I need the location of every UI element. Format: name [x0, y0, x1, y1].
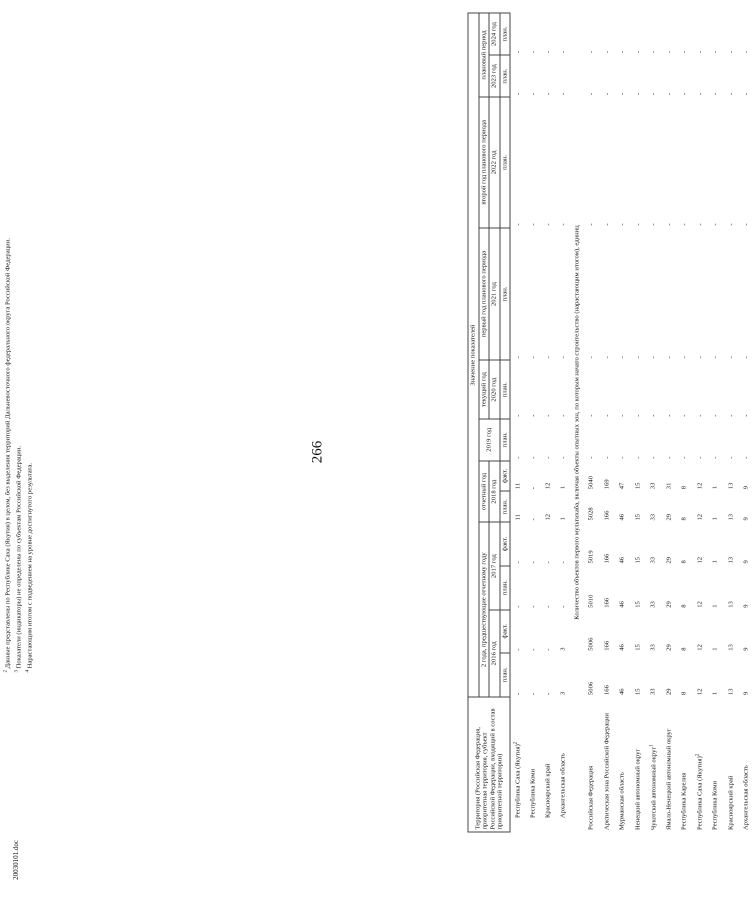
- footnote-marker: 1: [649, 744, 654, 747]
- year-2023-header: 2023 год: [489, 55, 500, 97]
- value-cell: 13: [723, 566, 739, 610]
- value-cell: -: [599, 361, 615, 419]
- value-cell: -: [646, 97, 662, 227]
- value-cell: -: [692, 228, 708, 361]
- region-name: Ямало-Ненецкий автономный округ: [661, 697, 677, 832]
- footnote: [25, 73, 36, 673]
- value-cell: -: [677, 55, 693, 97]
- plan-label: план.: [500, 97, 511, 227]
- region-name: Республика Саха (Якутия)$^2$: [510, 697, 526, 832]
- value-cell: 3: [556, 610, 571, 653]
- plan-label: план.: [500, 653, 511, 697]
- value-cell: 5040: [584, 461, 600, 491]
- value-cell: 33: [646, 522, 662, 565]
- value-cell: 3: [556, 653, 571, 697]
- value-cell: -: [526, 491, 541, 522]
- value-cell: -: [541, 361, 556, 419]
- value-cell: 5028: [584, 491, 600, 522]
- value-cell: -: [630, 419, 646, 461]
- value-cell: 12: [692, 566, 708, 610]
- value-cell: -: [541, 97, 556, 227]
- value-cell: -: [630, 228, 646, 361]
- region-name: Республика Карелия: [677, 697, 693, 832]
- value-cell: 166: [599, 566, 615, 610]
- value-cell: -: [630, 13, 646, 55]
- plan-label: план.: [500, 491, 511, 522]
- table-row: [692, 13, 708, 832]
- value-cell: 12: [692, 653, 708, 697]
- region-name: Красноярский край: [541, 697, 556, 832]
- value-cell: -: [541, 55, 556, 97]
- value-cell: -: [723, 228, 739, 361]
- value-cell: -: [526, 419, 541, 461]
- value-cell: 8: [677, 566, 693, 610]
- footnotes: [0, 73, 36, 673]
- table-row: [510, 13, 526, 832]
- plan-period-header: плановый период: [479, 13, 490, 97]
- footnote-number: 4: [26, 670, 31, 673]
- value-cell: -: [556, 419, 571, 461]
- value-cell: -: [556, 361, 571, 419]
- indicator-value-header: Значение показателей: [468, 13, 479, 697]
- plan-label: план.: [500, 55, 511, 97]
- value-cell: 29: [661, 610, 677, 653]
- value-cell: -: [541, 419, 556, 461]
- value-cell: -: [723, 55, 739, 97]
- value-cell: -: [661, 419, 677, 461]
- value-cell: -: [556, 228, 571, 361]
- table-row: [723, 13, 739, 832]
- value-cell: 29: [661, 653, 677, 697]
- value-cell: -: [708, 419, 724, 461]
- value-cell: 9: [739, 522, 754, 565]
- value-cell: 47: [615, 461, 631, 491]
- value-cell: -: [708, 55, 724, 97]
- value-cell: 33: [646, 491, 662, 522]
- value-cell: -: [677, 361, 693, 419]
- value-cell: -: [599, 97, 615, 227]
- value-cell: -: [708, 228, 724, 361]
- page-number: 266: [310, 441, 327, 464]
- table-row: [526, 13, 541, 832]
- value-cell: -: [615, 97, 631, 227]
- region-name: Мурманская область: [615, 697, 631, 832]
- value-cell: 5006: [584, 653, 600, 697]
- value-cell: -: [510, 97, 526, 227]
- value-cell: 1: [708, 566, 724, 610]
- value-cell: -: [584, 361, 600, 419]
- value-cell: 12: [541, 461, 556, 491]
- table-row: [677, 13, 693, 832]
- value-cell: 9: [739, 610, 754, 653]
- value-cell: -: [526, 566, 541, 610]
- value-cell: 5019: [584, 522, 600, 565]
- footnote-number: 2: [4, 670, 9, 673]
- value-cell: -: [739, 361, 754, 419]
- table-row: [584, 13, 600, 832]
- value-cell: -: [526, 228, 541, 361]
- value-cell: 46: [615, 522, 631, 565]
- fact-label: факт.: [500, 461, 511, 491]
- value-cell: -: [739, 97, 754, 227]
- region-name: Республика Саха (Якутия)$^2$: [692, 697, 708, 832]
- value-cell: -: [708, 361, 724, 419]
- value-cell: -: [541, 522, 556, 565]
- value-cell: -: [510, 566, 526, 610]
- value-cell: -: [615, 228, 631, 361]
- territory-header: Территория (Российская Федерация, приоритетная территория, субъект Российской Федерации, входящий в состав приоритетной территории): [468, 697, 510, 832]
- value-cell: -: [510, 13, 526, 55]
- year-2019-header: 2019 год: [479, 419, 500, 461]
- value-cell: 12: [692, 461, 708, 491]
- value-cell: -: [541, 610, 556, 653]
- value-cell: -: [630, 55, 646, 97]
- value-cell: 46: [615, 610, 631, 653]
- table-row: [541, 13, 556, 832]
- value-cell: -: [739, 419, 754, 461]
- current-year-header: текущий год: [479, 361, 490, 419]
- plan-label: план.: [500, 566, 511, 610]
- region-name: Архангельская область: [556, 697, 571, 832]
- value-cell: -: [646, 361, 662, 419]
- value-cell: 33: [646, 566, 662, 610]
- value-cell: -: [661, 97, 677, 227]
- table-row: [599, 13, 615, 832]
- fact-label: факт.: [500, 610, 511, 653]
- value-cell: -: [615, 13, 631, 55]
- value-cell: -: [584, 13, 600, 55]
- table-row: [708, 13, 724, 832]
- value-cell: 9: [739, 653, 754, 697]
- first-plan-year-header: первый год планового периода: [479, 228, 490, 361]
- value-cell: -: [541, 653, 556, 697]
- value-cell: 15: [630, 653, 646, 697]
- footnote: [3, 73, 14, 673]
- table-row: [646, 13, 662, 832]
- value-cell: -: [584, 55, 600, 97]
- value-cell: 13: [723, 610, 739, 653]
- table-body: [510, 13, 754, 832]
- value-cell: 8: [677, 653, 693, 697]
- value-cell: 166: [599, 653, 615, 697]
- year-2017-header: 2017 год: [489, 522, 500, 609]
- value-cell: -: [692, 419, 708, 461]
- year-2016-header: 2016 год: [489, 610, 500, 697]
- value-cell: -: [723, 361, 739, 419]
- table-row: [556, 13, 571, 832]
- footnote-text: Показатели (индикаторы) не определены по субъектам Российской Федерации.: [16, 446, 23, 670]
- value-cell: 15: [630, 610, 646, 653]
- value-cell: -: [510, 228, 526, 361]
- value-cell: 13: [723, 491, 739, 522]
- footnote-list: [0, 73, 36, 673]
- value-cell: -: [599, 55, 615, 97]
- footnote-text: Нарастающим итогом с подведением на уровне достигнутого результата.: [27, 463, 34, 670]
- section-title: Количество объектов первого мультихаба, включая объекты опытных зон, по которым начато строительство (нарастающим итогом), единиц: [571, 13, 584, 832]
- value-cell: 29: [661, 566, 677, 610]
- value-cell: -: [646, 228, 662, 361]
- value-cell: 31: [661, 461, 677, 491]
- value-cell: -: [510, 653, 526, 697]
- value-cell: -: [510, 361, 526, 419]
- value-cell: -: [556, 13, 571, 55]
- value-cell: 8: [677, 461, 693, 491]
- value-cell: 13: [723, 522, 739, 565]
- file-name: 20030101.doc: [12, 840, 20, 880]
- value-cell: -: [526, 461, 541, 491]
- table-row: [739, 13, 754, 832]
- region-name: Республика Коми: [526, 697, 541, 832]
- value-cell: -: [541, 13, 556, 55]
- value-cell: -: [692, 361, 708, 419]
- value-cell: -: [677, 419, 693, 461]
- value-cell: 15: [630, 522, 646, 565]
- value-cell: -: [510, 610, 526, 653]
- value-cell: -: [584, 419, 600, 461]
- plan-label: план.: [500, 361, 511, 419]
- value-cell: -: [599, 228, 615, 361]
- footnote-number: 3: [15, 670, 20, 673]
- value-cell: -: [526, 610, 541, 653]
- table-header: [468, 13, 510, 832]
- value-cell: 1: [708, 522, 724, 565]
- value-cell: 12: [692, 522, 708, 565]
- value-cell: -: [692, 97, 708, 227]
- value-cell: -: [646, 419, 662, 461]
- value-cell: -: [526, 13, 541, 55]
- value-cell: -: [723, 97, 739, 227]
- region-name: Архангельская область: [739, 697, 754, 832]
- value-cell: 46: [615, 491, 631, 522]
- value-cell: -: [723, 419, 739, 461]
- value-cell: -: [526, 653, 541, 697]
- value-cell: -: [510, 419, 526, 461]
- value-cell: 166: [599, 610, 615, 653]
- value-cell: -: [692, 55, 708, 97]
- value-cell: -: [630, 361, 646, 419]
- value-cell: 5010: [584, 566, 600, 610]
- region-name: Ненецкий автономный округ: [630, 697, 646, 832]
- value-cell: -: [661, 13, 677, 55]
- region-name: Красноярский край: [723, 697, 739, 832]
- value-cell: -: [556, 55, 571, 97]
- rotated-page: [0, 13, 628, 918]
- value-cell: -: [615, 55, 631, 97]
- section-title-row: [571, 13, 584, 832]
- value-cell: 11: [510, 461, 526, 491]
- value-cell: 1: [708, 610, 724, 653]
- year-2020-header: 2020 год: [489, 361, 500, 419]
- reporting-year-header: отчетный год: [479, 461, 490, 523]
- value-cell: 13: [723, 461, 739, 491]
- value-cell: 12: [692, 491, 708, 522]
- value-cell: -: [556, 566, 571, 610]
- region-name: Российская Федерация: [584, 697, 600, 832]
- value-cell: 8: [677, 610, 693, 653]
- value-cell: 15: [630, 566, 646, 610]
- value-cell: 46: [615, 566, 631, 610]
- year-2022-header: 2022 год: [489, 97, 500, 227]
- value-cell: -: [615, 419, 631, 461]
- value-cell: -: [556, 97, 571, 227]
- value-cell: 9: [739, 491, 754, 522]
- value-cell: 9: [739, 566, 754, 610]
- value-cell: 33: [646, 653, 662, 697]
- value-cell: -: [708, 13, 724, 55]
- value-cell: -: [526, 55, 541, 97]
- indicator-table: [468, 13, 754, 833]
- footnote-text: Данные представлены по Республике Саха (Якутия) в целом, без выделения территорий Дальневосточного федерального округа Российской Федерации.: [5, 238, 12, 670]
- value-cell: -: [541, 228, 556, 361]
- value-cell: -: [661, 361, 677, 419]
- value-cell: 13: [723, 653, 739, 697]
- value-cell: 169: [599, 461, 615, 491]
- value-cell: 1: [708, 653, 724, 697]
- region-name: Республика Коми: [708, 697, 724, 832]
- value-cell: 9: [739, 461, 754, 491]
- footnote-marker: 2: [514, 742, 519, 745]
- value-cell: -: [708, 97, 724, 227]
- value-cell: -: [556, 522, 571, 565]
- value-cell: 46: [615, 653, 631, 697]
- year-2021-header: 2021 год: [489, 228, 500, 361]
- value-cell: 8: [677, 491, 693, 522]
- value-cell: 11: [510, 491, 526, 522]
- value-cell: -: [677, 13, 693, 55]
- value-cell: -: [661, 55, 677, 97]
- value-cell: -: [510, 522, 526, 565]
- value-cell: 1: [708, 491, 724, 522]
- value-cell: -: [526, 97, 541, 227]
- region-name: Арктическая зона Российской Федерации: [599, 697, 615, 832]
- two-years-header: 2 года, предшествующие отчетному году: [479, 522, 490, 697]
- value-cell: 1: [556, 491, 571, 522]
- table-row: [630, 13, 646, 832]
- value-cell: 1: [556, 461, 571, 491]
- value-cell: -: [599, 419, 615, 461]
- value-cell: -: [526, 522, 541, 565]
- value-cell: 8: [677, 522, 693, 565]
- value-cell: -: [510, 55, 526, 97]
- value-cell: 166: [599, 522, 615, 565]
- footnote-marker: 2: [696, 754, 701, 757]
- value-cell: -: [615, 361, 631, 419]
- value-cell: 166: [599, 491, 615, 522]
- year-2018-header: 2018 год: [489, 461, 500, 523]
- value-cell: -: [677, 228, 693, 361]
- value-cell: 29: [661, 522, 677, 565]
- value-cell: 29: [661, 491, 677, 522]
- value-cell: 15: [630, 461, 646, 491]
- plan-label: план.: [500, 13, 511, 55]
- value-cell: 12: [541, 491, 556, 522]
- value-cell: -: [677, 97, 693, 227]
- table-row: [615, 13, 631, 832]
- value-cell: 33: [646, 610, 662, 653]
- table-row: [661, 13, 677, 832]
- year-2024-header: 2024 год: [489, 13, 500, 55]
- value-cell: -: [526, 361, 541, 419]
- value-cell: 1: [708, 461, 724, 491]
- value-cell: 15: [630, 491, 646, 522]
- value-cell: -: [646, 13, 662, 55]
- value-cell: -: [723, 13, 739, 55]
- plan-label: план.: [500, 228, 511, 361]
- second-plan-year-header: второй год планового периода: [479, 97, 490, 227]
- value-cell: -: [739, 228, 754, 361]
- value-cell: -: [630, 97, 646, 227]
- footnote: [14, 73, 25, 673]
- footnote-text: [0, 219, 1, 670]
- value-cell: -: [599, 13, 615, 55]
- plan-label: план.: [500, 419, 511, 461]
- value-cell: -: [584, 97, 600, 227]
- value-cell: 33: [646, 461, 662, 491]
- value-cell: 12: [692, 610, 708, 653]
- region-name: Чукотский автономный округ$^1$: [646, 697, 662, 832]
- value-cell: -: [739, 55, 754, 97]
- fact-label: факт.: [500, 522, 511, 565]
- value-cell: -: [584, 228, 600, 361]
- value-cell: 5006: [584, 610, 600, 653]
- value-cell: -: [661, 228, 677, 361]
- value-cell: -: [646, 55, 662, 97]
- value-cell: -: [541, 566, 556, 610]
- value-cell: -: [739, 13, 754, 55]
- value-cell: -: [692, 13, 708, 55]
